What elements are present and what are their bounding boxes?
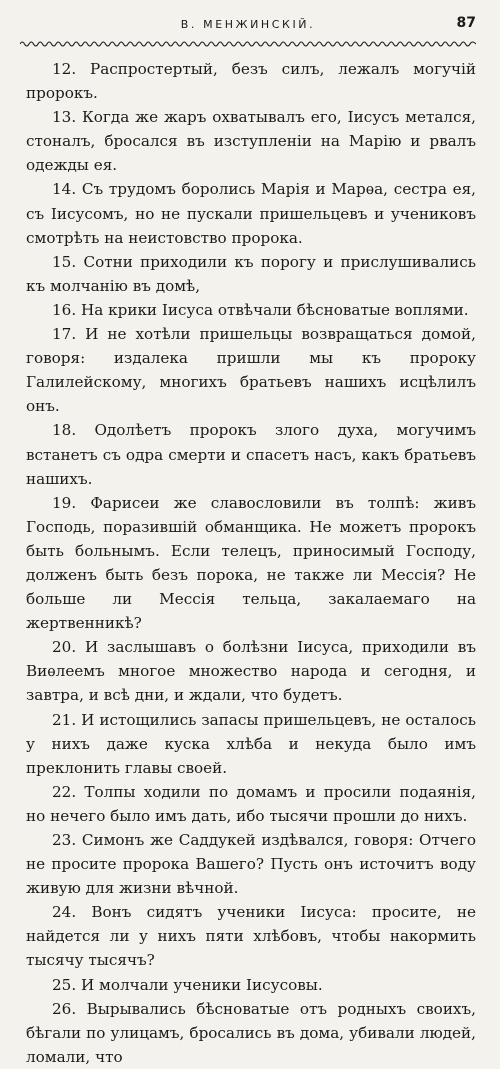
header-wavy-rule xyxy=(20,38,476,48)
verse-13: 13. Когда же жаръ охватывалъ его, Іисусъ метался, стоналъ, бросался въ изступленіи на Марію и рвалъ одежды ея. xyxy=(26,108,476,175)
verse-21: 21. И истощились запасы пришельцевъ, не осталось у нихъ даже куска хлѣба и некуда было имъ преклонить главы своей. xyxy=(26,710,476,777)
verse-14: 14. Съ трудомъ боролись Марія и Марѳа, сестра ея, съ Іисусомъ, но не пускали пришельцевъ и учениковъ смотрѣть на неистовство пророка. xyxy=(26,180,476,247)
page-header xyxy=(20,15,476,36)
verse-25: 25. И молчали ученики Іисусовы. xyxy=(52,975,323,994)
running-head: В. МЕНЖИНСКІЙ. xyxy=(180,18,316,31)
verse-22: 22. Толпы ходили по домамъ и просили подаянія, но нечего было имъ дать, ибо тысячи прошли до нихъ. xyxy=(26,782,476,825)
verse-16: 16. На крики Іисуса отвѣчали бѣсноватые воплями. xyxy=(52,300,469,319)
verse-15: 15. Сотни приходили къ порогу и прислушивались къ молчанію въ домѣ, xyxy=(26,252,476,295)
verse-26: 26. Вырывались бѣсноватые отъ родныхъ своихъ, бѣгали по улицамъ, бросались въ дома, убивали людей, ломали, что xyxy=(26,999,476,1066)
verse-20: 20. И заслышавъ о болѣзни Іисуса, приходили въ Виѳлеемъ многое множество народа и сегодня, и завтра, и всѣ дни, и ждали, что будетъ. xyxy=(26,638,476,705)
verse-24: 24. Вонъ сидятъ ученики Іисуса: просите, не найдется ли у нихъ пяти хлѣбовъ, чтобы накормить тысячу тысячъ? xyxy=(26,903,476,970)
verse-19: 19. Фарисеи же славословили въ толпѣ: живъ Господь, поразившій обманщика. Не можетъ пророкъ быть больнымъ. Если телецъ, приносимый Господу, долженъ быть безъ порока, не также ли Мессія? Не больше ли Мессія тельца, закалаемаго на жертвенникѣ? xyxy=(26,493,476,633)
verse-17: 17. И не хотѣли пришельцы возвращаться домой, говоря: издалека пришли мы къ пророку Галилейскому, многихъ братьевъ нашихъ исцѣлилъ онъ. xyxy=(26,325,476,416)
body-text xyxy=(26,57,476,1069)
verse-23: 23. Симонъ же Саддукей издѣвался, говоря: Отчего не просите пророка Вашего? Пусть онъ источитъ воду живую для жизни вѣчной. xyxy=(26,831,476,898)
verse-12: 12. Распростертый, безъ силъ, лежалъ могучій пророкъ. xyxy=(26,60,476,103)
page-number: 87 xyxy=(456,15,476,31)
verse-18: 18. Одолѣетъ пророкъ злого духа, могучимъ встанетъ съ одра смерти и спасетъ насъ, какъ братьевъ нашихъ. xyxy=(26,421,476,488)
